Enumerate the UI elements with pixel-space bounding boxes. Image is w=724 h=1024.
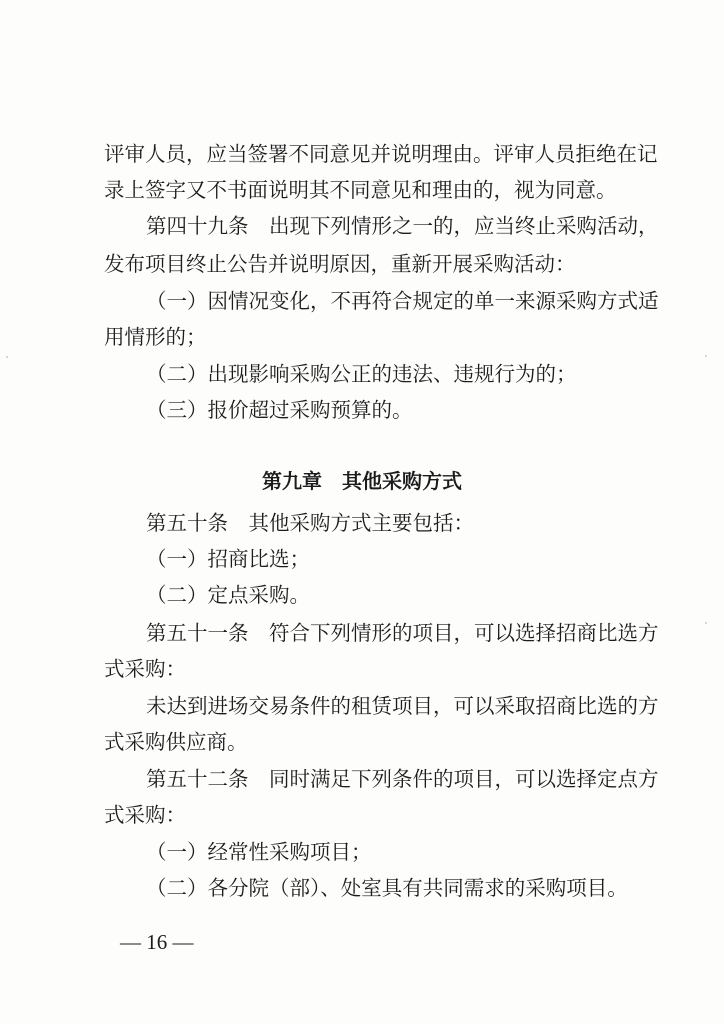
paragraph-line: 式采购：	[104, 657, 186, 681]
paragraph-line: 录上签字又不书面说明其不同意见和理由的，视为同意。	[104, 178, 617, 202]
scan-speck	[6, 356, 8, 358]
list-item-line: （三）报价超过采购预算的。	[146, 398, 413, 422]
chapter-heading: 第九章 其他采购方式	[262, 469, 462, 493]
list-item-line: （一）经常性采购项目；	[146, 840, 372, 864]
list-item-line: （一）因情况变化，不再符合规定的单一来源采购方式适	[146, 289, 659, 313]
scan-speck	[705, 355, 707, 357]
article-51-line: 第五十一条 符合下列情形的项目，可以选择招商比选方	[146, 621, 659, 645]
paragraph-line: 式采购：	[104, 803, 186, 827]
list-item-line: （二）出现影响采购公正的违法、违规行为的；	[146, 362, 577, 386]
paragraph-line: 未达到进场交易条件的租赁项目，可以采取招商比选的方	[146, 694, 659, 718]
scan-speck	[705, 622, 707, 624]
paragraph-line: 式采购供应商。	[104, 730, 248, 754]
article-52-line: 第五十二条 同时满足下列条件的项目，可以选择定点方	[146, 767, 659, 791]
list-item-line: （一）招商比选；	[146, 547, 310, 571]
list-item-line: （二）定点采购。	[146, 583, 310, 607]
page-number: — 16 —	[120, 930, 194, 954]
paragraph-line: 评审人员，应当签署不同意见并说明理由。评审人员拒绝在记	[104, 142, 658, 166]
paragraph-line: 用情形的；	[104, 325, 207, 349]
list-item-line: （二）各分院（部）、处室具有共同需求的采购项目。	[146, 876, 628, 900]
paragraph-line: 发布项目终止公告并说明原因，重新开展采购活动：	[104, 252, 576, 276]
article-49-line: 第四十九条 出现下列情形之一的，应当终止采购活动，	[146, 214, 659, 238]
article-50-line: 第五十条 其他采购方式主要包括：	[146, 511, 474, 535]
